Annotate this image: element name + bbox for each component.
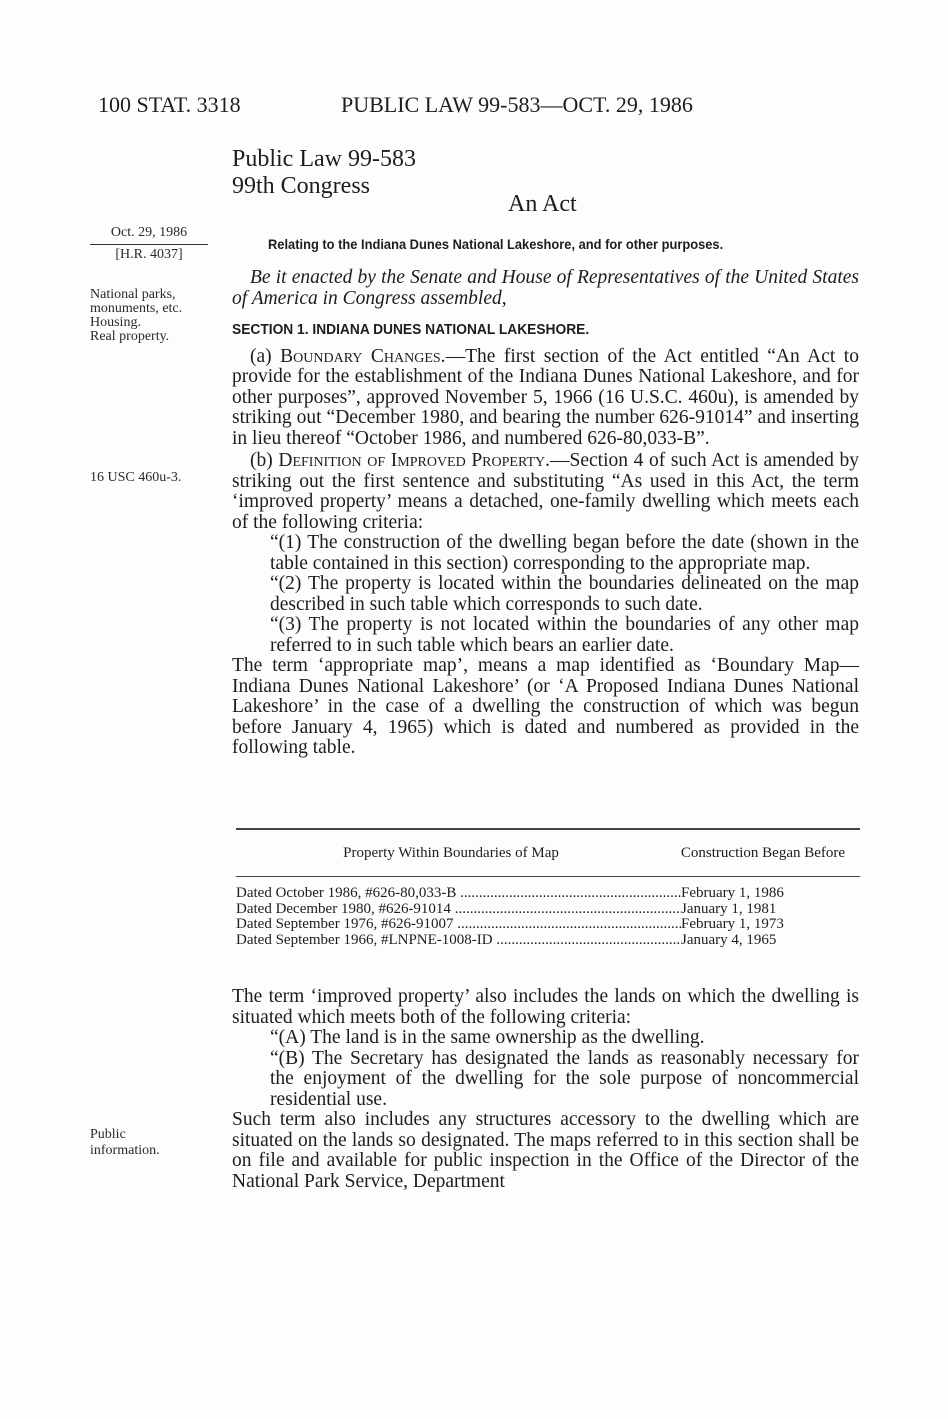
- margin-note-line: Public: [90, 1127, 126, 1142]
- subsection-b: [232, 451, 859, 533]
- running-head: PUBLIC LAW 99-583—OCT. 29, 1986: [341, 92, 693, 117]
- margin-topic: Real property.: [90, 329, 170, 344]
- column-header-construction: Construction Began Before: [680, 845, 846, 861]
- act-body-lower: [232, 987, 859, 1192]
- margin-date-block: [90, 226, 208, 262]
- table-row: [236, 902, 860, 918]
- margin-topics: [90, 288, 182, 344]
- subsection-text: —The first section of the Act entitled “An Act to provide for the establishment of the Indiana Dunes National Lakeshore, and for other purposes”, approved November 5, 1966 (16 U.S.C. 460u), is amended by striking out “December 1980, and bearing the number 626-91014” and inserting in lieu thereof “October 1986, and numbered 626-80,033-B”.: [232, 345, 859, 449]
- date-cell: January 1, 1981: [681, 900, 777, 917]
- law-title-block: [232, 146, 416, 200]
- map-cell: Dated September 1976, #626-91007 .....: [236, 917, 681, 933]
- date-cell: January 4, 1965: [681, 931, 777, 948]
- criterion-text: “(2) The property is located within the boundaries delineated on the map described in such table which corresponds to such date.: [270, 573, 859, 615]
- margin-topic: Housing.: [90, 315, 141, 330]
- divider: [90, 244, 208, 245]
- table-row: [236, 886, 860, 902]
- subsection-label: (b): [250, 450, 279, 471]
- congress-number: 99th Congress: [232, 173, 370, 199]
- subsection-label: (a): [250, 345, 281, 367]
- map-cell: Dated October 1986, #626-80,033-B .....: [236, 886, 681, 902]
- bill-number: [H.R. 4037]: [115, 247, 183, 262]
- table-row: [236, 917, 860, 933]
- public-law-number: Public Law 99-583: [232, 146, 416, 172]
- margin-topic: monuments, etc.: [90, 301, 183, 316]
- table-body: [236, 877, 860, 948]
- column-header-map: Property Within Boundaries of Map: [343, 844, 559, 861]
- act-heading: An Act: [508, 191, 577, 217]
- date-cell: February 1, 1986: [681, 885, 784, 901]
- criterion-2: [232, 574, 859, 615]
- criterion-3: [232, 615, 859, 656]
- enactment-date: Oct. 29, 1986: [110, 225, 188, 240]
- margin-public-information: [90, 1127, 160, 1159]
- criterion-text: “(3) The property is not located within the boundaries of any other map referred to in such table which bears an earlier date.: [270, 614, 859, 656]
- statute-page-number: 100 STAT. 3318: [98, 92, 241, 117]
- margin-topic: National parks,: [90, 287, 176, 302]
- subsection-heading: Boundary Changes.: [280, 345, 446, 367]
- enacting-clause: Be it enacted by the Senate and House of Representatives of the United States of America in Congress assembled,: [232, 267, 859, 309]
- section-heading: SECTION 1. INDIANA DUNES NATIONAL LAKESHORE.: [232, 322, 590, 338]
- date-cell: February 1, 1973: [681, 916, 784, 932]
- map-cell: Dated September 1966, #LNPNE-1008-ID .....: [236, 933, 681, 949]
- act-body-upper: [232, 268, 859, 759]
- act-purpose: Relating to the Indiana Dunes National Lakeshore, and for other purposes.: [268, 236, 724, 252]
- criterion-1: [232, 533, 859, 574]
- subsection-text: —Section 4 of such Act is amended by striking out the first sentence and substituting “As used in this Act, the term ‘improved property’ means a detached, one-family dwelling which meets each of the following criteria:: [232, 450, 859, 533]
- page-header: [98, 92, 778, 122]
- closing-paragraph: Such term also includes any structures accessory to the dwelling which are situated on the lands so designated. The maps referred to in this section shall be on file and available for public inspection in the Office of the Director of the National Park Service, Department: [232, 1109, 859, 1192]
- margin-note-line: information.: [90, 1143, 160, 1158]
- map-date-table: [236, 828, 860, 948]
- criterion-text: “(1) The construction of the dwelling began before the date (shown in the table contained in this section) corresponding to the appropriate map.: [270, 532, 859, 574]
- lands-intro: The term ‘improved property’ also includes the lands on which the dwelling is situated which meets both of the following criteria:: [232, 986, 859, 1028]
- table-row: [236, 933, 860, 949]
- appropriate-map-definition: The term ‘appropriate map’, means a map identified as ‘Boundary Map—Indiana Dunes National Lakeshore’ (or ‘A Proposed Indiana Dunes National Lakeshore’ in the case of a dwelling the construction of which was begun before January 4, 1965) which is dated and numbered as provided in the following table.: [232, 655, 859, 758]
- subsection-heading: Definition of Improved Property.: [278, 450, 550, 471]
- margin-usc-citation: 16 USC 460u-3.: [90, 470, 182, 485]
- lands-criterion-a: “(A) The land is in the same ownership as the dwelling.: [270, 1027, 705, 1048]
- map-cell: Dated December 1980, #626-91014 .....: [236, 902, 681, 918]
- subsection-a: [232, 347, 859, 450]
- table-header-row: [236, 830, 860, 876]
- lands-criterion-b: “(B) The Secretary has designated the lands as reasonably necessary for the enjoyment of the dwelling for the sole purpose of noncommercial residential use.: [270, 1047, 859, 1110]
